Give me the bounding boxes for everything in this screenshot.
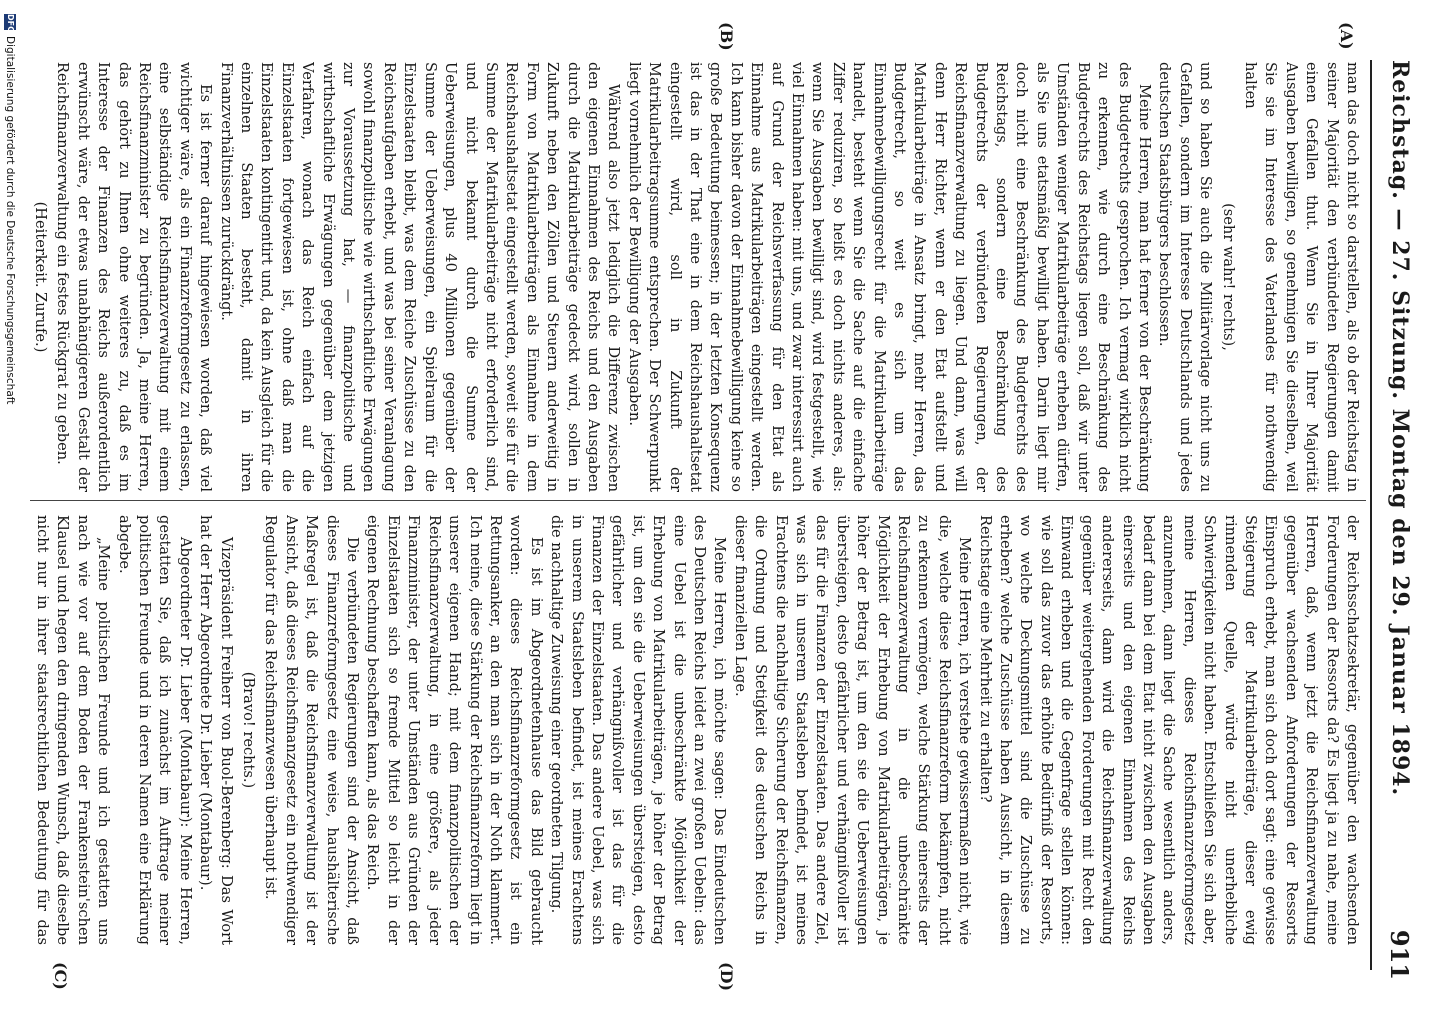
paragraph: man das doch nicht so darstellen, als ob der Reichstag in seiner Majorität den verbündeten Regierungen damit einen Gefallen thut. Wenn Sie in Ihrer Majorität Ausgaben bewilligen, so genehmigen Sie dieselben, weil Sie sie im Interesse des Vaterlandes für nothwendig halten bbox=[1241, 62, 1361, 492]
margin-marker-c: (C) bbox=[51, 962, 70, 990]
interjection: (Heiterkeit. Zurufe.) bbox=[32, 201, 49, 353]
digitization-footer bbox=[4, 0, 16, 1014]
paragraph: Meine Herren, ich möchte sagen: Das Eindeutschen des Deutschen Reichs leidet an zwei großen Uebeln: das eine Uebel ist die unbeschränkte Möglichkeit der Erhebung von Matrikularbeiträgen, je höher der Betrag ist, um den sie die Ueberweisungen übersteigen, desto gefährlicher und verhängnißvoller ist das für die Finanzen der Einzelstaaten. Das andere Uebel, was sich in unserem Staatsleben befindet, ist meines Erachtens die nachhaltige Zuweisung einer geordneten Tilgung. bbox=[548, 515, 729, 945]
paragraph: Es ist ferner darauf hingewiesen worden, daß viel wichtiger wäre, als ein Finanzreformgesetz zu erlassen, eine selbständige Reichsfinanzverwaltung mit einem Reichsfinanzminister zu begründen. Ja, meine Herren, das gehört zu Ihnen ohne weiteres zu, daß es im Interesse der Finanzen des Reichs außerordentlich erwünscht wäre, der etwas unabhängigeren Gestalt der Reichsfinanzverwaltung ein festes Rückgrat zu geben. bbox=[54, 62, 215, 492]
paragraph: „Meine politischen Freunde und ich gestatten uns nach wie vor auf dem Boden der Frankenstein'schen Klausel und hegen den dringenden Wunsch, daß dieselbe nicht nur in ihrer staatsrechtlichen Bedeutung für das bbox=[34, 515, 113, 945]
paragraph: und so haben Sie auch die Militärvorlage nicht uns zu Gefallen, sondern im Interesse Deutschlands und jedes deutschen Staatsbürgers beschlossen. bbox=[1156, 62, 1215, 492]
page-number: 911 bbox=[1385, 929, 1415, 980]
interjection: (Bravo! rechts.) bbox=[240, 671, 258, 789]
margin-marker-b: (B) bbox=[717, 22, 736, 51]
page-header bbox=[1380, 60, 1420, 980]
paragraph: Während also jetzt lediglich die Differenz zwischen den eigenen Einnahmen des Reichs und den Ausgaben durch die Matrikularbeiträge gedeckt wird, sollen in Zukunft neben den Zöllen und Steuern anderweitig in Form von Matrikularbeiträgen als Einnahme in dem Reichshaushaltsetat eingestellt werden, soweit sie für die Summe der Matrikularbeiträge nicht erforderlich sind, und nicht bekannt durch die Summe der Ueberweisungen, plus 40 Millionen gegenüber der Summe der Ueberweisungen, ein Spielraum für die Einzelstaaten bleibt, was dem Reiche Zuschüsse zu den Reichsaufgaben erhebt, und was bei seiner Veranlagung sowohl finanzpolitische wie wirthschaftliche Erwägungen zur Voraussetzung hat, — finanzpolitische und wirthschaftliche Erwägungen gegenüber dem jetzigen Verfahren, wonach das Reich einfach auf die Einzelstaaten fortgewiesen ist, ohne daß man die Einzelstaaten kontingentirt und, da kein Ausgleich für die einzelnen Staaten besteht, damit in ihren Finanzverhältnissen zurückdrängt. bbox=[217, 62, 623, 492]
paragraph: Meine Herren, man hat ferner von der Beschränkung des Budgetrechts gesprochen. Ich vermag wirklich nicht zu erkennen, wie durch eine Beschränkung des Budgetrechts des Reichstags liegen soll, daß wir unter Umständen weniger Matrikularbeiträge erheben dürfen, als Sie uns etatsmäßig bewilligt haben. Darin liegt mir doch nicht eine Beschränkung des Budgetrechts des Reichstags, sondern eine Beschränkung des Budgetrechts der verbündeten Regierungen, der Reichsfinanzverwaltung zu liegen. Und dann, was will denn Herr Richter, wenn er den Etat aufstellt und Matrikularbeiträge in Ansatz bringt, mehr Herren, das Budgetrecht, so weit es sich um das Einnahmebewilligungsrecht für die Matrikularbeiträge handelt, besteht wenn Sie die Sache auf die einfache Ziffer reduziren, so heißt es doch nichts anderes, als: wenn Sie Ausgaben bewilligt sind, wird festgestellt, wie viel Einnahmen haben: mit uns, und zwar interessirt auch auf Grund der Reichsverfassung für den Etat als Einnahme aus Matrikularbeiträgen eingestellt werden. Ich kann bisher davon der Einnahmebewilligung keine so große Bedeutung beimessen; in der letzten Konsequenz ist das in der That eine in dem Reichshaushaltsetat eingestellt wird, soll in Zukunft der Matrikularbeitragsumme entsprechen. Der Schwerpunkt liegt vornehmlich der Bewilligung der Ausgaben. bbox=[625, 62, 1153, 492]
paragraph: Es ist im Abgeordnetenhause das Bild gebraucht worden: dieses Reichsfinanzreformgesetz ist ein Rettungsanker, an den man sich in der Noth klammert. Ich meine, diese Stärkung der Reichsfinanzreform liegt in unserer eigenen Hand; mit dem finanzpolitischen der Reichsfinanzverwaltung, in eine größere, als jeder Finanzminister, der unter Umständen aus Gründen der Einzelstaaten sich so fremde Mittel so leicht in der eigenen Rechnung beschaffen kann, als das Reich. bbox=[364, 515, 545, 945]
right-column bbox=[30, 515, 1362, 945]
column-divider bbox=[30, 500, 1366, 501]
speaker-paragraph: Abgeordneter Dr. Lieber (Montabaur): Meine Herren, gestatten Sie, daß ich zunächst im Auftrage meiner politischen Freunde und in deren Namen eine Erklärung abgebe. bbox=[115, 515, 194, 945]
dfg-logo: DFG bbox=[6, 14, 15, 33]
paragraph: Die verbündeten Regierungen sind der Ansicht, daß dieses Finanzreformgesetz eine weise, haushälterische Maßregel ist, daß die Reichsfinanzverwaltung ist der Ansicht, daß dieses Reichsfinanzgesetz ein nothwendiger Regulator für das Reichsfinanzwesen überhaupt ist. bbox=[262, 515, 362, 945]
left-column bbox=[30, 62, 1362, 492]
header-rule bbox=[1370, 60, 1372, 970]
paragraph: der Reichsschatzsekretär, gegenüber den wachsenden Forderungen der Ressorts da? Es liegt ja zu nahe, meine Herren, daß, wenn jetzt die Reichsfinanzverwaltung gegenüber wachsenden Anforderungen der Ressorts Einspruch erhebt, man sich doch dort sagt: eine gewisse Steigerung der Matrikularbeiträge, dieser ewig rinnenden Quelle, würde nicht unerhebliche Schwierigkeiten nicht haben. Entschließen Sie sich aber, meine Herren, dieses Reichsfinanzreformgesetz anzunehmen, dann liegt die Sache wesentlich anders, bedarf dann bei dem Etat nicht zwischen den Ausgaben einerseits und den eigenen Einnahmen des Reichs andererseits, dann wird die Reichsfinanzverwaltung gegenüber weitergehenden Forderungen mit Recht den Einwand erheben und die Gegenfrage stellen können: wie soll das zuvor das erhöhte Bedürfniß der Ressorts, wo welche Deckungsmittel sind die Zuschüsse zu erheben? welche Zuschüsse haben Aussicht, in diesem Reichstage eine Mehrheit zu erhalten? bbox=[976, 515, 1361, 945]
interjection: (sehr wahr! rechts), bbox=[1219, 203, 1237, 351]
running-title: Reichstag. — 27. Sitzung. Montag den 29. Januar 1894. bbox=[1387, 60, 1413, 797]
paragraph: Meine Herren, ich verstehe gewissermaßen nicht, wie die, welche diese Reichsfinanzreform bekämpfen, nicht zu erkennen vermögen, welche Stärkung einerseits der Reichsfinanzverwaltung in die unbeschränkte Möglichkeit der Erhebung von Matrikularbeiträgen, je höher der Betrag ist, um den sie die Ueberweisungen übersteigen, desto gefährlicher und verhängnißvoller ist das für die Finanzen der Einzelstaaten. Das andere Ziel, was sich in unserem Staatsleben befindet, ist meines Erachtens die nachhaltige Sicherung der Reichsfinanzen, die Ordnung und Stetigkeit des deutschen Reichs in dieser finanziellen Lage. bbox=[731, 515, 974, 945]
footer-text: Digitalisierung gefördert durch die Deutsche Forschungsgemeinschaft bbox=[4, 36, 16, 405]
margin-marker-d: (D) bbox=[717, 962, 736, 992]
margin-marker-a: (A) bbox=[1337, 22, 1356, 50]
speaker-paragraph: Vizepräsident Freiherr von Buol-Berenberg: Das Wort hat der Herr Abgeordnete Dr. Lieber (Montabaur). bbox=[197, 515, 235, 945]
